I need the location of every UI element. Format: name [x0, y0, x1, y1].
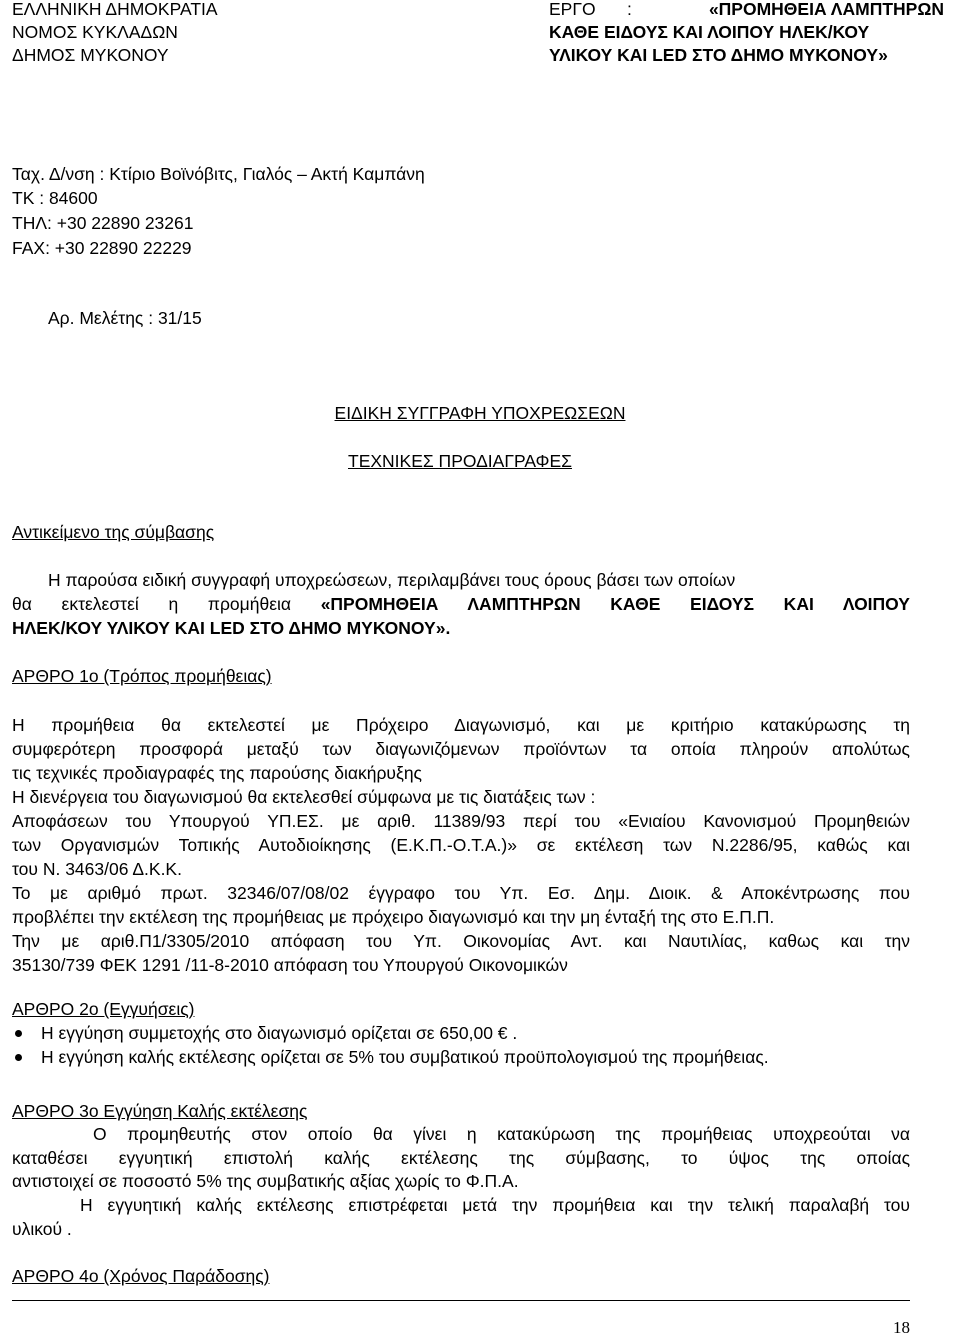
- header-project-title-1: «ΠΡΟΜΗΘΕΙΑ ΛΑΜΠΤΗΡΩΝ: [708, 0, 944, 19]
- article-3-line-3: αντιστοιχεί σε ποσοστό 5% της συμβατικής αξίας χωρίς το Φ.Π.Α.: [12, 1171, 519, 1191]
- header-project-title-3: ΥΛΙΚΟΥ ΚΑΙ LED ΣΤΟ ΔΗΜΟ ΜΥΚΟΝΟΥ»: [549, 45, 888, 65]
- contact-fax: FAX: +30 22890 22229: [12, 238, 192, 258]
- subject-heading: Αντικείμενο της σύμβασης: [12, 522, 215, 542]
- subject-line-2: [12, 593, 910, 615]
- subject-line-2-bold: «ΠΡΟΜΗΘΕΙΑ ΛΑΜΠΤΗΡΩΝ ΚΑΘΕ ΕΙΔΟΥΣ ΚΑΙ ΛΟΙΠΟΥ: [320, 594, 910, 614]
- article-4-heading: ΑΡΘΡΟ 4ο (Χρόνος Παράδοσης): [12, 1266, 270, 1286]
- header-project-title-2: ΚΑΘΕ ΕΙΔΟΥΣ ΚΑΙ ΛΟΙΠΟΥ ΗΛΕΚ/ΚΟΥ: [549, 22, 870, 42]
- article-1-line: του Ν. 3463/06 Δ.Κ.Κ.: [12, 859, 182, 879]
- article-3-line-4-text: Η εγγυητική καλής εκτέλεσης επιστρέφεται μετά την προμήθεια και την τελική παραλαβή του: [80, 1195, 910, 1215]
- bullet-icon: [15, 1054, 22, 1061]
- article-3-line-4: [80, 1194, 910, 1216]
- article-1-line: συμφερότερη προσφορά μεταξύ των διαγωνιζόμενων προϊόντων τα οποία πληρούν απολύτως: [12, 739, 910, 759]
- article-3-line-2: [12, 1147, 910, 1169]
- article-1-line: Την με αριθ.Π1/3305/2010 απόφαση του Υπ. Οικονομίας Αντ. και Ναυτιλίας, καθως και την: [12, 931, 910, 951]
- bullet-icon: [15, 1030, 22, 1037]
- contact-postcode: ΤΚ : 84600: [12, 188, 98, 208]
- article-2-bullet-2: Η εγγύηση καλής εκτέλεσης ορίζεται σε 5% του συμβατικού προϋπολογισμού της προμήθειας.: [41, 1047, 769, 1067]
- header-project-sep: :: [627, 0, 632, 19]
- article-1-heading: ΑΡΘΡΟ 1ο (Τρόπος προμήθειας): [12, 666, 272, 686]
- article-1-line: των Οργανισμών Τοπικής Αυτοδιοίκησης (Ε.Κ.Π.-Ο.Τ.Α.)» σε εκτέλεση των Ν.2286/95, καθώς και: [12, 835, 910, 855]
- article-1-line: προβλέπει την εκτέλεση της προμήθειας με πρόχειρο διαγωνισμό και την μη ένταξή της στο Ε.Π.Π.: [12, 907, 775, 927]
- article-2-bullet-1: Η εγγύηση συμμετοχής στο διαγωνισμό ορίζεται σε 650,00 € .: [41, 1023, 518, 1043]
- header-left-line-3: ΔΗΜΟΣ ΜΥΚΟΝΟΥ: [12, 45, 169, 65]
- article-1-body: [12, 713, 910, 977]
- contact-phone: ΤΗΛ: +30 22890 23261: [12, 213, 194, 233]
- article-2-heading: ΑΡΘΡΟ 2ο (Εγγυήσεις): [12, 999, 195, 1019]
- document-title-text: ΕΙΔΙΚΗ ΣΥΓΓΡΑΦΗ ΥΠΟΧΡΕΩΣΕΩΝ: [334, 403, 626, 423]
- study-number: Αρ. Μελέτης : 31/15: [48, 308, 202, 328]
- document-subtitle: [0, 450, 920, 472]
- header-left-line-1: ΕΛΛΗΝΙΚΗ ΔΗΜΟΚΡΑΤΙΑ: [12, 0, 218, 19]
- document-title: [0, 402, 960, 424]
- page-number: 18: [893, 1318, 910, 1337]
- article-1-line: Η διενέργεια του διαγωνισμού θα εκτελεσθεί σύμφωνα με τις διατάξεις των :: [12, 787, 596, 807]
- subject-line-2-plain: θα εκτελεστεί η προμήθεια: [12, 594, 321, 614]
- header-left-line-2: ΝΟΜΟΣ ΚΥΚΛΑΔΩΝ: [12, 22, 178, 42]
- article-3-line-1-text: Ο προμηθευτής στον οποίο θα γίνει η κατακύρωση της προμήθειας υποχρεούται να: [93, 1124, 910, 1144]
- document-subtitle-text: ΤΕΧΝΙΚΕΣ ΠΡΟΔΙΑΓΡΑΦΕΣ: [348, 451, 572, 471]
- article-3-line-5: υλικού .: [12, 1219, 72, 1239]
- article-3-line-2-text: καταθέσει εγγυητική επιστολή καλής εκτέλεσης της σύμβασης, το ύψος της οποίας: [12, 1148, 910, 1168]
- article-1-line: Το με αριθμό πρωτ. 32346/07/08/02 έγγραφο του Υπ. Εσ. Δημ. Διοικ. & Αποκέντρωσης που: [12, 883, 910, 903]
- contact-address: Ταχ. Δ/νση : Κτίριο Βοϊνόβιτς, Γιαλός – Ακτή Καμπάνη: [12, 164, 425, 184]
- subject-line-3: ΗΛΕΚ/ΚΟΥ ΥΛΙΚΟΥ ΚΑΙ LED ΣΤΟ ΔΗΜΟ ΜΥΚΟΝΟΥ».: [12, 618, 451, 638]
- subject-line-1: Η παρούσα ειδική συγγραφή υποχρεώσεων, περιλαμβάνει τους όρους βάσει των οποίων: [48, 570, 736, 590]
- article-3-line-1: [93, 1123, 910, 1145]
- article-1-line: τις τεχνικές προδιαγραφές της παρούσης διακήρυξης: [12, 763, 422, 783]
- article-1-line: Η προμήθεια θα εκτελεστεί με Πρόχειρο Διαγωνισμό, και με κριτήριο κατακύρωσης τη: [12, 715, 910, 735]
- article-1-line: Αποφάσεων του Υπουργού ΥΠ.ΕΣ. με αριθ. 11389/93 περί του «Ενιαίου Κανονισμού Προμηθειών: [12, 811, 910, 831]
- footer-divider: [12, 1300, 910, 1301]
- header-project-label: ΕΡΓΟ: [549, 0, 596, 19]
- article-3-heading: ΑΡΘΡΟ 3ο Εγγύηση Καλής εκτέλεσης: [12, 1101, 308, 1121]
- article-1-line: 35130/739 ΦΕΚ 1291 /11-8-2010 απόφαση του Υπουργού Οικονομικών: [12, 955, 568, 975]
